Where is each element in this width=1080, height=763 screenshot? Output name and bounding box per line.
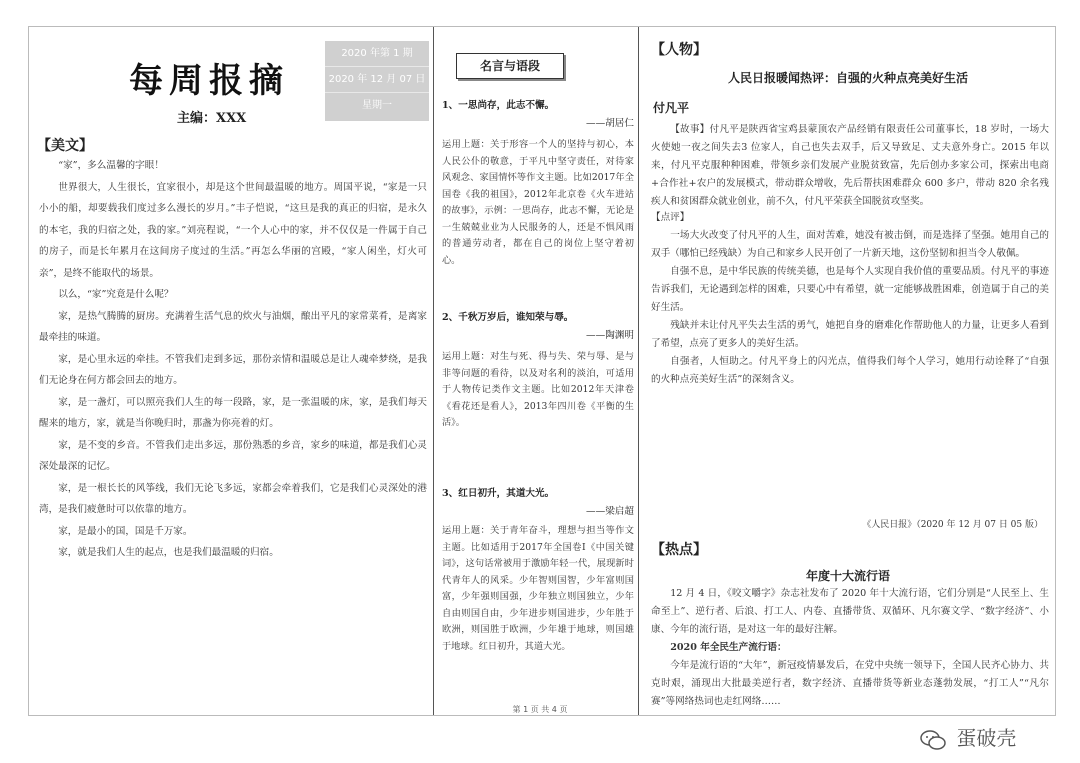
meiwen-paragraph: 家，是心里永远的牵挂。不管我们走到多远，那份亲情和温暖总是让人魂牵梦绕，是我们无论身在何方都会回去的地方。 (39, 353, 427, 386)
quote-text: 1、一思尚存，此志不懈。 (442, 100, 555, 111)
quote-comment: 运用上题：关于青年奋斗，理想与担当等作文主题。比如适用于2017年全国卷Ⅰ《中国关键词》，这句话常被用于激励年轻一代，展现新时代青年人的风采。少年智则国智，少年富则国富，少年强则国强，少年独立则国独立，少年自由则国自由，少年进步则国进步，少年胜于欧洲，则国胜于欧洲，少年雄于地球，则国雄于地球。红日初升，其道大光。 (442, 525, 634, 652)
meiwen-paragraph: 世界很大，人生很长，宜家很小，却是这个世间最温暖的地方。周国平说，“家是一只小小的船，却要载我们度过多么漫长的岁月。”丰子恺说，“这旦是我的真正的归宿，是永久的本宅，我的归宿之处，我的家。”刘亮程说，“一个人心中的家，并不仅仅是一件属于自己的房子，而是长年累月在这间房子度过的生活。”再怎么华丽的宫殿，“家人闲坐，灯火可亲”，是终不能取代的场景。 (39, 181, 427, 279)
quote-item (442, 485, 634, 517)
redian-article-title: 年度十大流行语 (805, 569, 890, 583)
redian-subhead: 2020 年全民生产流行语： (670, 642, 787, 653)
redian-tail: 今年是流行语的“大年”，新冠疫情暴发后，在党中央统一领导下，全国人民齐心协力、共克时艰，涌现出大批最美逆行者，数字经济、直播带货等新业态蓬勃发展，“打工人”“凡尔赛”等网络热词也走红网络…… (651, 660, 1049, 707)
masthead (29, 27, 319, 127)
column-renwu-redian (639, 27, 1057, 715)
meiwen-paragraph: “家”，多么温馨的字眼！ (58, 160, 164, 171)
quote-text: 2、千秋万岁后，谁知荣与辱。 (442, 312, 574, 323)
meiwen-paragraph: 以么，“家”究竟是什么呢？ (58, 289, 174, 300)
renwu-comment (651, 209, 1049, 499)
quote-author: ——梁启超 (586, 506, 634, 517)
quote-item (442, 97, 634, 129)
masthead-editor: 主编：XXX (177, 111, 247, 126)
quote-author: ——胡居仁 (586, 118, 634, 129)
meiwen-paragraph: 家，是一盏灯，可以照亮我们人生的每一段路，家，是一张温暖的床，家，是我们每天醒来的地方，家，就是当你晚归时，那盏为你亮着的灯。 (39, 396, 427, 429)
quote-text: 3、红日初升，其道大光。 (442, 488, 555, 499)
newspaper-sheet (28, 26, 1056, 716)
section-heading-redian: 【热点】 (651, 542, 707, 558)
issue-date-box (325, 41, 429, 121)
meiwen-paragraph: 家，是不变的乡音。不管我们走出多远，那份熟悉的乡音，家乡的味道，都是我们心灵深处最深的记忆。 (39, 439, 427, 472)
redian-body (651, 585, 1049, 715)
renwu-source: 《人民日报》（2020 年 12 月 07 日 05 版） (862, 520, 1043, 530)
meiwen-paragraph: 家，是最小的国，国是千万家。 (58, 525, 193, 537)
issue-weekday: 星期一 (362, 100, 392, 111)
renwu-comment-paragraph: 一场大火改变了付凡平的人生，面对苦难，她没有被击倒，而是选择了坚强。她用自己的双手（哪怕已经残缺）为自己和家乡人民开创了一片新天地，这份坚韧和担当令人敬佩。 (651, 230, 1049, 259)
column-meiwen (29, 27, 433, 715)
quote-item (442, 309, 634, 341)
section-heading-meiwen: 【美文】 (37, 138, 93, 154)
meiwen-paragraph: 家，是热气腾腾的厨房。充满着生活气息的炊火与油烟，酿出平凡的家常菜肴，是离家最牵挂的味道。 (39, 310, 427, 343)
issue-number: 2020 年第 1 期 (325, 41, 429, 67)
renwu-comment-head: 【点评】 (651, 212, 690, 223)
quote-author: ——陶渊明 (586, 330, 634, 341)
wechat-icon (920, 729, 946, 751)
meiwen-paragraph: 家，是一根长长的风筝线，我们无论飞多远，家都会牵着我们，它是我们心灵深处的港湾，是我们疲惫时可以依靠的地方。 (39, 482, 427, 515)
issue-date: 2020 年 12 月 07 日 (325, 67, 429, 93)
watermark-text: 蛋破壳 (956, 726, 1017, 750)
masthead-title: 每周报摘 (129, 61, 289, 101)
renwu-comment-paragraph: 自强者，人恒助之。付凡平身上的闪光点，值得我们每个人学习，她用行动诠释了“自强的火种点亮美好生活”的深刻含义。 (651, 356, 1049, 385)
redian-intro: 12 月 4 日，《咬文嚼字》杂志社发布了 2020 年十大流行语，它们分别是“人民至上、生命至上”、逆行者、后浪、打工人、内卷、直播带货、双循环、凡尔赛文学、“数字经济”、小康、今年的流行语，是对这一年的最好注解。 (651, 588, 1049, 635)
quote-comment: 运用上题：关于形容一个人的坚持与初心，本人民公仆的敬意，于平凡中坚守责任，对待家风观念、家国情怀等作文主题。比如2017年全国卷《我的祖国》，2012年北京卷《火车进站的故事》，示例：一思尚存，此志不懈，无论是一生兢兢业业为人民服务的人，还是不惧风雨的普通劳动者，都在自己的岗位上坚守着初心。 (442, 139, 634, 266)
quote-comment: 运用上题：对生与死、得与失、荣与辱、是与非等问题的看待，以及对名利的淡泊，可适用于人物传记类作文主题。比如2012年天津卷《看花还是看人》，2013年四川卷《平衡的生活》。 (442, 351, 634, 428)
section-heading-renwu: 【人物】 (651, 42, 707, 58)
renwu-writer: 付凡平 (653, 101, 690, 115)
renwu-comment-paragraph: 残缺并未让付凡平失去生活的勇气，她把自身的磨难化作帮助他人的力量，让更多人看到了希望，点亮了更多人的美好生活。 (651, 320, 1049, 349)
quotes-box-title: 名言与语段 (456, 53, 564, 79)
renwu-story-text: 【故事】付凡平是陕西省宝鸡县蒙顶农产品经销有限责任公司董事长，18 岁时，一场大火使她一夜之间失去3 位家人，自己也失去双手，后又导致足、丈夫意外身亡。2015 年以来，付凡平克服种种困难，带领乡亲们发展产业脱贫致富，先后创办多家公司，探索出电商+合作社+农户的发展模式，带动群众增收，先后帮扶困难群众 600 多户，带动 820 余名残疾人和贫困群众就业创业，前不久，付凡平荣获全国脱贫攻坚奖。 (651, 124, 1049, 207)
watermark (920, 722, 1016, 751)
meiwen-body (39, 155, 427, 564)
renwu-comment-paragraph: 自强不息，是中华民族的传统美德，也是每个人实现自我价值的重要品质。付凡平的事迹告诉我们，无论遇到怎样的困难，只要心中有希望，就一定能够战胜困难，创造属于自己的美好生活。 (651, 266, 1049, 313)
page-footer: 第 1 页 共 4 页 (512, 705, 568, 714)
renwu-article-title: 人民日报暖闻热评：自强的火种点亮美好生活 (727, 71, 968, 85)
column-quotes (433, 27, 639, 715)
meiwen-paragraph: 家，就是我们人生的起点，也是我们最温暖的归宿。 (58, 547, 279, 558)
